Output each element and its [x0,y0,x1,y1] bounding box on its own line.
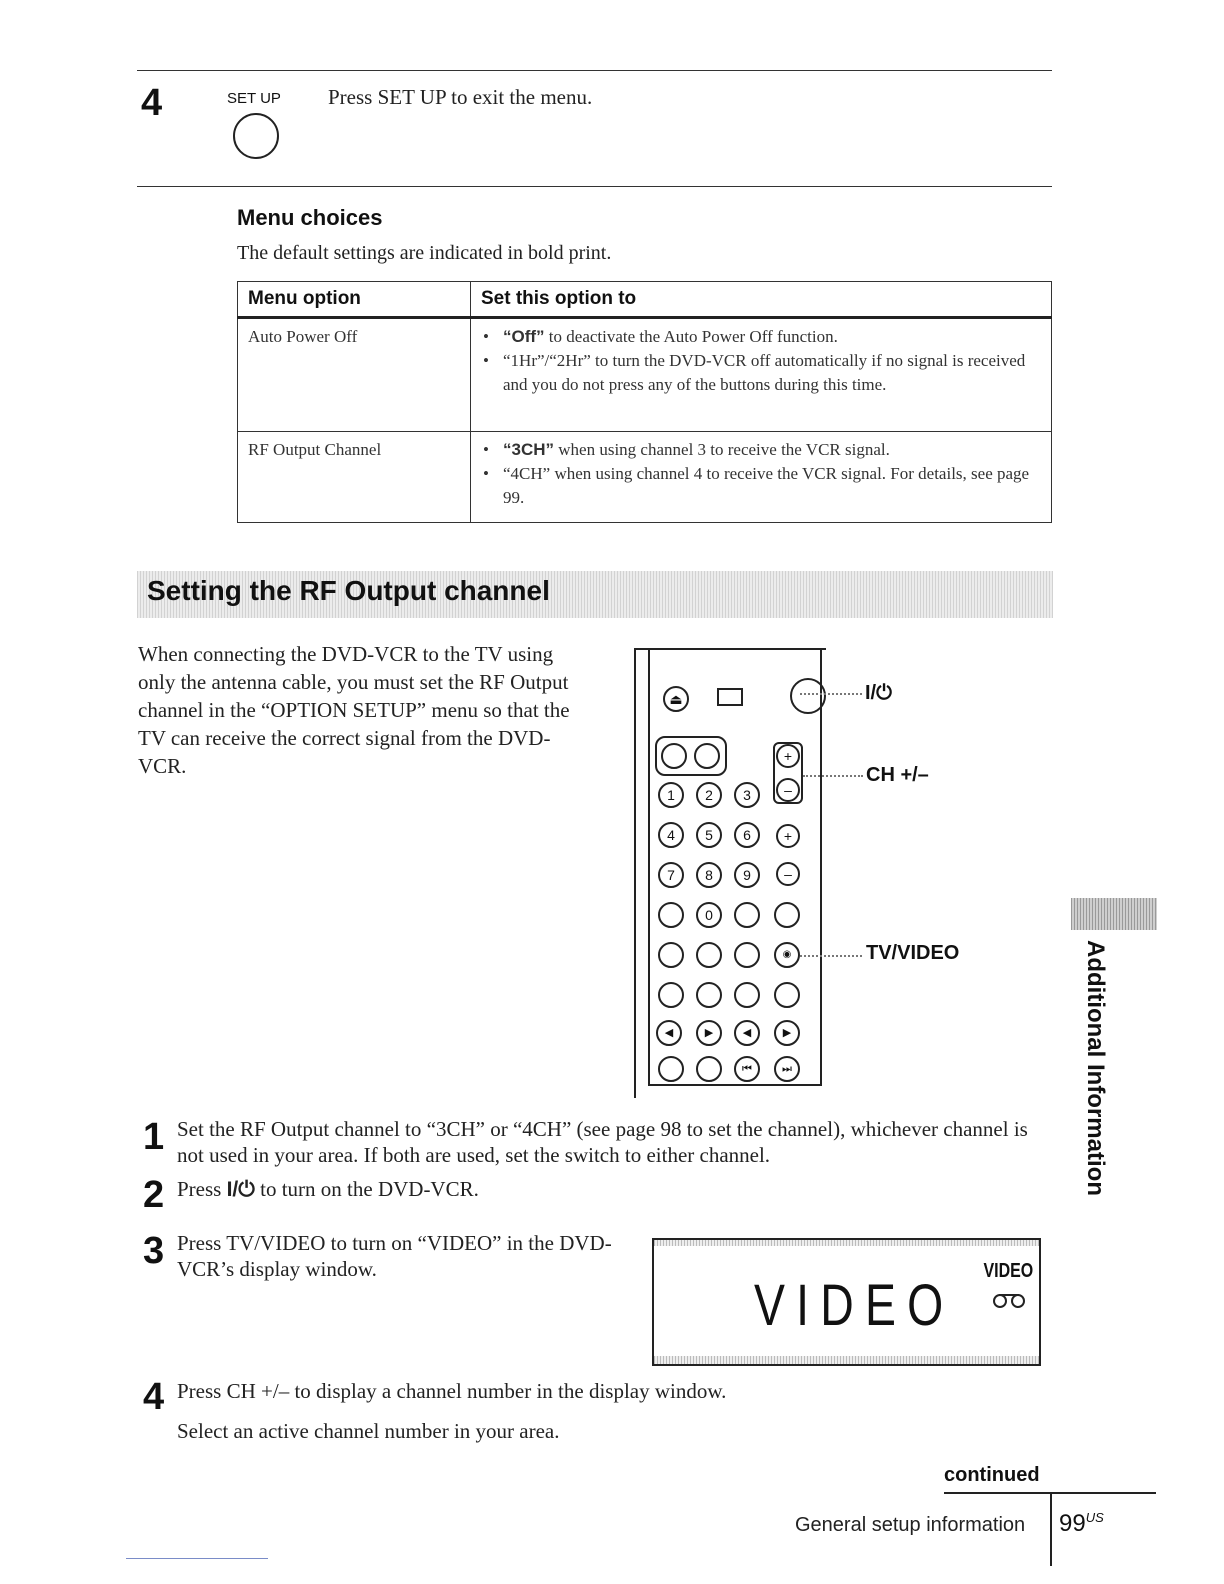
remote-button [658,902,684,928]
setup-button-label: SET UP [227,90,281,107]
callout-line-power [800,693,862,695]
display-button-icon [717,688,743,706]
display-segment-text: VIDEO [754,1273,955,1338]
callout-line-ch [803,775,863,777]
digit-button: 8 [696,862,722,888]
step-number: 3 [143,1230,165,1272]
page-number [1059,1510,1104,1538]
digit-button: 0 [696,902,722,928]
top-rule [137,70,1052,71]
remote-button [658,942,684,968]
callout-tvvideo: TV/VIDEO [866,942,960,964]
tv-video-button-icon: ◉ [774,942,800,968]
remote-button [658,982,684,1008]
side-tab-marker [1071,898,1157,930]
remote-button [734,982,760,1008]
digit-button: 5 [696,822,722,848]
step-top-text: Press SET UP to exit the menu. [328,85,593,109]
tape-bar [999,1294,1019,1296]
menu-choices-intro: The default settings are indicated in bold print. [237,242,612,264]
side-tab-label: Additional Information [1082,940,1109,1196]
section-banner [137,571,1053,618]
table-cell-option: RF Output Channel [238,432,471,523]
list-item [503,438,1041,462]
footer-section-name: General setup information [795,1514,1026,1536]
video-indicator: VIDEO [983,1260,1033,1282]
tape-reel [993,1294,1007,1308]
footer-divider [1050,1494,1052,1566]
step-text: Select an active channel number in your area. [177,1419,560,1443]
remote-button [734,902,760,928]
remote-button [734,942,760,968]
power-key-label: I/⏻ [226,1178,255,1201]
remote-button [694,743,720,769]
list-item [503,462,1041,510]
display-window [652,1238,1041,1366]
step-text: Press CH +/– to display a channel number in the display window. [177,1379,727,1403]
remote-control-illustration [634,648,826,1098]
step-text [177,1176,479,1203]
item-text: when using channel 3 to receive the VCR signal. [554,440,890,459]
table-header-row [238,282,1052,318]
section-title: Setting the RF Output channel [147,575,550,606]
step-number: 4 [143,1376,165,1418]
step-text: Set the RF Output channel to “3CH” or “4CH” (see page 98 to set the channel), whichever channel is not used in your area. If both are used, set the switch to either channel. [177,1117,1028,1167]
remote-button [696,942,722,968]
list-item [503,349,1041,397]
table-header-option: Menu option [238,282,471,318]
minus-icon: – [776,778,800,802]
step-number: 4 [141,82,163,124]
table-row [238,432,1052,523]
table-cell-setting [471,318,1052,432]
plus-icon: + [776,744,800,768]
eject-icon: ⏏ [663,686,689,712]
table-header-setting: Set this option to [471,282,1052,318]
forward-icon: ▶ [774,1020,800,1046]
next-icon: ⏭ [774,1056,800,1082]
step-number: 2 [143,1174,165,1216]
item-text: to deactivate the Auto Power Off function. [544,327,838,346]
section-intro: When connecting the DVD-VCR to the TV using only the antenna cable, you must set the RF Output channel in the “OPTION SETUP” menu so that the TV can receive the correct signal from the DVD-VCR. [138,642,570,778]
digit-button: 3 [734,782,760,808]
display-window-shade [654,1356,1039,1364]
tape-icon [993,1294,1025,1308]
remote-button [774,982,800,1008]
rewind-icon: ◀ [656,1020,682,1046]
setup-button-icon [233,113,279,159]
previous-icon: ⏮ [734,1056,760,1082]
tape-reel [1011,1294,1025,1308]
menu-choices-table [237,281,1052,523]
power-button-icon [790,678,826,714]
callout-ch: CH +/– [866,764,929,786]
remote-button [661,743,687,769]
digit-button: 4 [658,822,684,848]
minus-icon: – [776,862,800,886]
remote-button [696,982,722,1008]
top-rule-bottom [137,186,1052,187]
forward-icon: ▶ [696,1020,722,1046]
table-cell-option: Auto Power Off [238,318,471,432]
menu-choices-heading: Menu choices [237,205,383,230]
digit-button: 7 [658,862,684,888]
list-item [503,325,1041,349]
remote-button [696,1056,722,1082]
digit-button: 2 [696,782,722,808]
callout-line-tvvideo [800,955,862,957]
digit-button: 1 [658,782,684,808]
digit-button: 9 [734,862,760,888]
step-number: 1 [143,1116,165,1158]
bottom-link-rule [126,1558,268,1559]
step-text-post: to turn on the DVD-VCR. [254,1177,479,1201]
step-text: Press TV/VIDEO to turn on “VIDEO” in the DVD-VCR’s display window. [177,1231,612,1281]
bold-default: “3CH” [503,440,555,459]
remote-button [774,902,800,928]
page-suffix: US [1085,1510,1104,1525]
table-cell-setting [471,432,1052,523]
plus-icon: + [776,824,800,848]
remote-edge-left [634,648,636,1098]
bold-default: “Off” [503,327,545,346]
item-text: “4CH” when using channel 4 to receive the VCR signal. For details, see page 99. [503,464,1030,507]
display-window-shade [654,1240,1039,1246]
page-number-value: 99 [1059,1510,1086,1537]
continued-label: continued [944,1464,1040,1486]
table-row [238,318,1052,432]
item-text: “1Hr”/“2Hr” to turn the DVD-VCR off automatically if no signal is received and you do not press any of the buttons during this time. [503,351,1026,394]
remote-button [658,1056,684,1082]
step-text-pre: Press [177,1177,227,1201]
rewind-icon: ◀ [734,1020,760,1046]
digit-button: 6 [734,822,760,848]
remote-top-edge [634,648,826,650]
callout-power: I/⏻ [865,682,892,704]
